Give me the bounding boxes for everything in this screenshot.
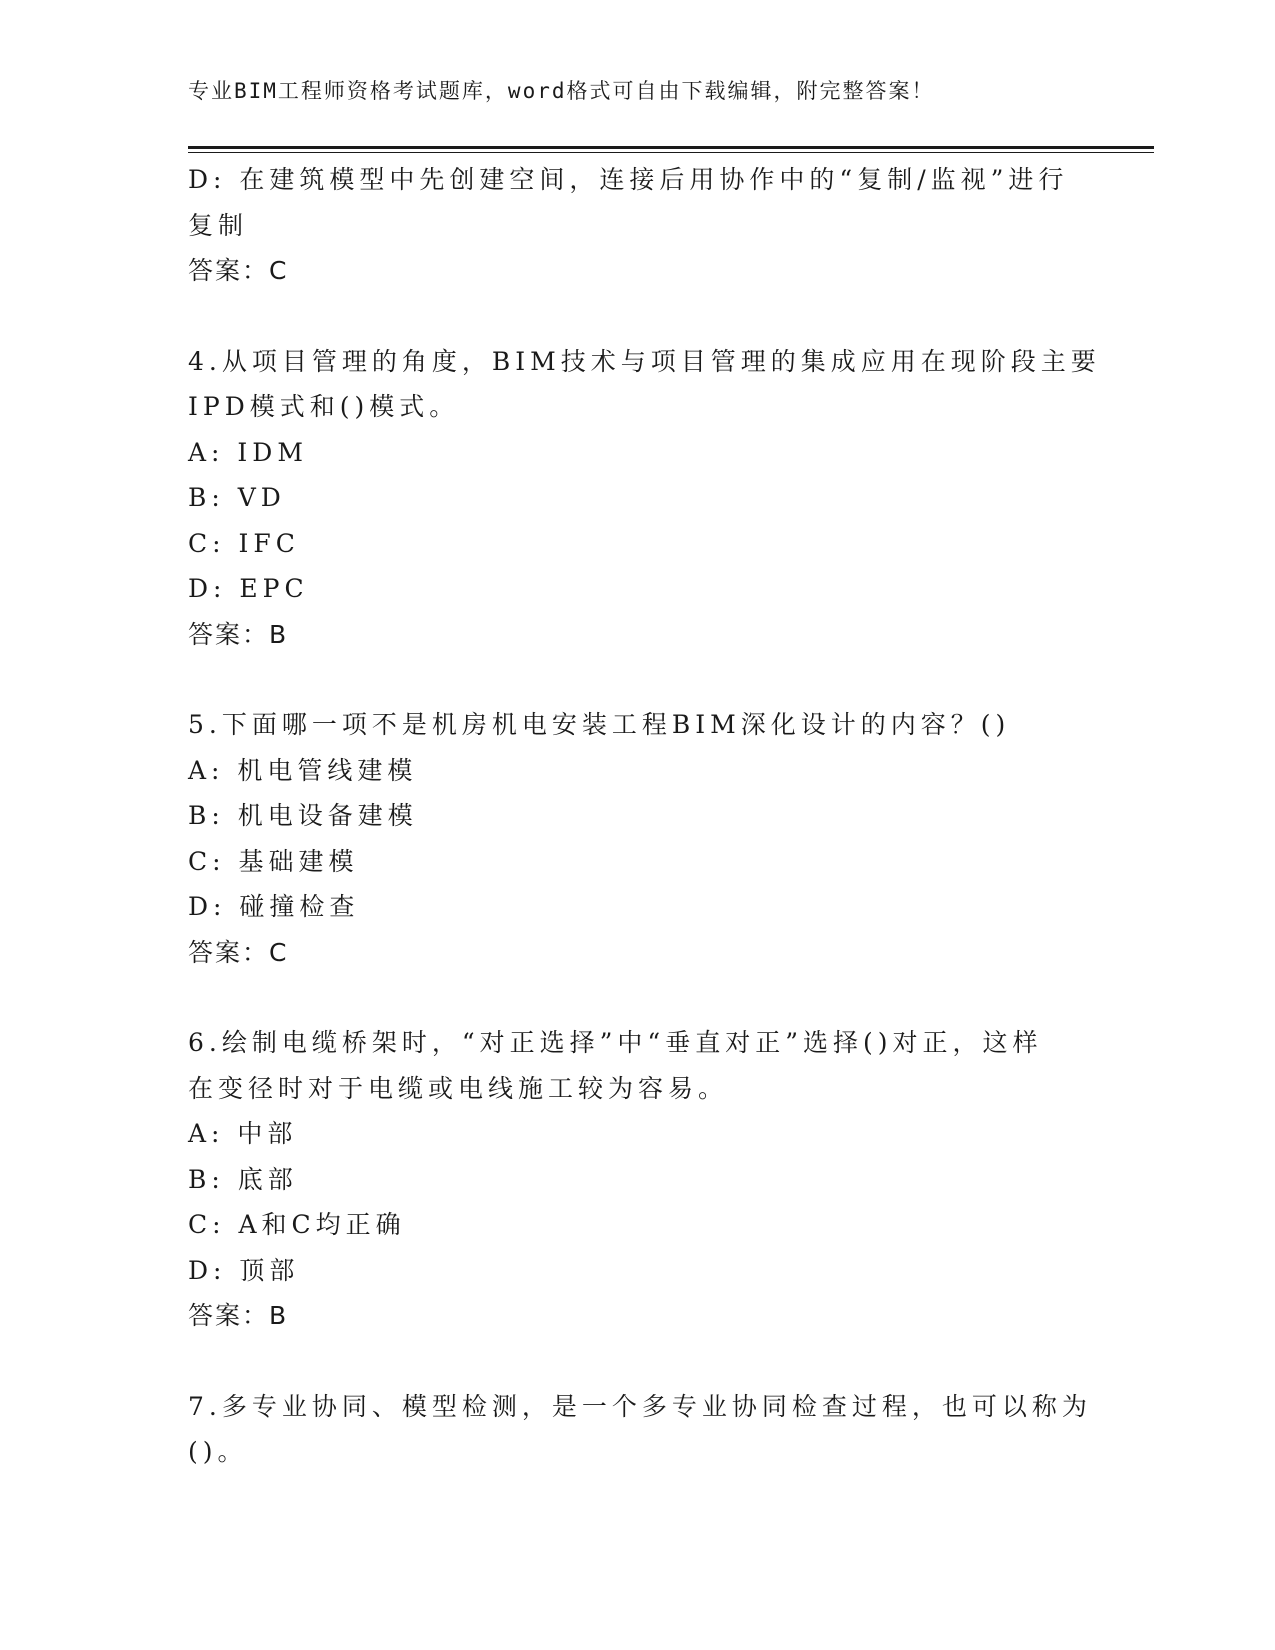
option-text: 复制 [188, 210, 249, 240]
option-b: B: 机电设备建模 [188, 801, 418, 830]
option-b: B: 底部 [188, 1164, 298, 1194]
block-gap [188, 1339, 1068, 1384]
option-c: C: IFC [188, 528, 300, 558]
option-a: A: IDM [188, 437, 308, 467]
question-text: ()。 [188, 1437, 248, 1466]
block-gap [188, 294, 1068, 339]
question-text: 4.从项目管理的角度，BIM技术与项目管理的集成应用在现阶段主要 [188, 346, 1101, 376]
block-gap [188, 657, 1068, 702]
question-text: IPD模式和()模式。 [188, 392, 460, 421]
option-c: C: A和C均正确 [188, 1210, 406, 1239]
option-c: C: 基础建模 [188, 846, 359, 876]
answer-line: 答案：C [188, 256, 289, 285]
option-d: D: 顶部 [188, 1255, 300, 1285]
option-d: D: EPC [188, 574, 309, 603]
option-d: D: 碰撞检查 [188, 892, 360, 921]
block-gap [188, 975, 1068, 1020]
question-content [188, 157, 1101, 1475]
answer-line: 答案：C [188, 937, 289, 967]
answer-line: 答案：B [188, 1301, 289, 1330]
question-text: 5.下面哪一项不是机房机电安装工程BIM深化设计的内容？() [188, 710, 1011, 739]
option-a: A: 机电管线建模 [188, 755, 418, 785]
option-text: D: 在建筑模型中先创建空间，连接后用协作中的“复制/监视”进行 [188, 165, 1069, 194]
header-rule-thin [188, 152, 1154, 153]
question-text: 7.多专业协同、模型检测，是一个多专业协同检查过程，也可以称为 [188, 1391, 1092, 1421]
question-text: 在变径时对于电缆或电线施工较为容易。 [188, 1073, 729, 1103]
option-b: B: VD [188, 483, 286, 512]
answer-line: 答案：B [188, 619, 289, 649]
option-a: A: 中部 [188, 1119, 298, 1148]
header-rule-thick [188, 146, 1154, 149]
page-header: 专业BIM工程师资格考试题库，word格式可自由下载编辑，附完整答案！ [188, 79, 935, 103]
question-text: 6.绘制电缆桥架时，“对正选择”中“垂直对正”选择()对正，这样 [188, 1028, 1043, 1057]
